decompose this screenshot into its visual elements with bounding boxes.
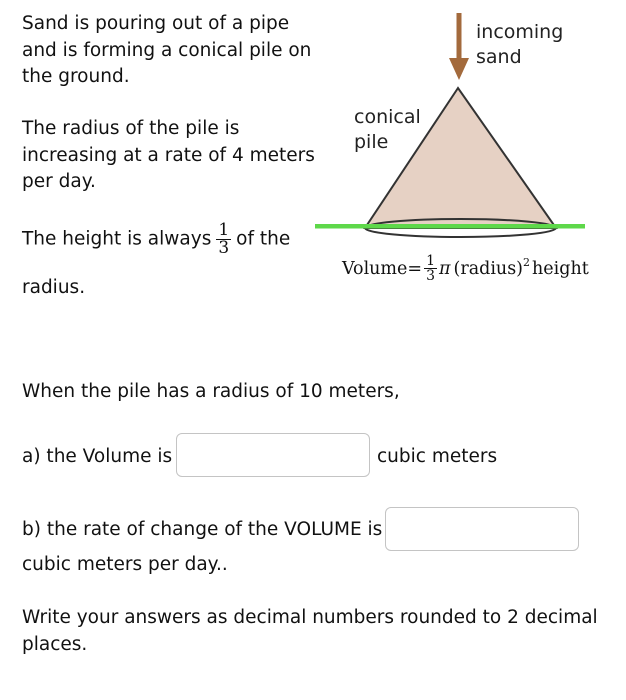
pile-label-line2: pile: [354, 131, 389, 153]
formula-prefix: Volume=: [342, 258, 423, 279]
condition-text: When the pile has a radius of 10 meters,: [22, 381, 400, 402]
intro-text: [22, 11, 311, 91]
part-b-unit: cubic meters per day..: [22, 554, 228, 575]
rate-text: [22, 116, 315, 196]
rate-line: increasing at a rate of 4 meters: [22, 144, 315, 166]
instructions-text: [22, 605, 598, 658]
height-prefix: The height is always: [22, 228, 212, 250]
height-text: [22, 222, 290, 257]
rate-line: per day.: [22, 171, 96, 192]
pipe-arrow-head: [449, 58, 469, 80]
part-a-unit: cubic meters: [377, 446, 498, 467]
ground-line: [315, 224, 585, 229]
incoming-label-line2: sand: [476, 46, 522, 68]
instructions-line: Write your answers as decimal numbers rounded to 2 decimal: [22, 607, 598, 628]
height-suffix: of the: [236, 228, 291, 250]
formula-suffix: height: [532, 258, 589, 279]
formula-base: (radius): [453, 258, 524, 279]
formula-exponent: 2: [523, 256, 531, 269]
pile-label-line1: conical: [354, 106, 421, 128]
height-last: radius.: [22, 277, 86, 298]
intro-line: and is forming a conical pile on: [22, 39, 312, 61]
intro-line: the ground.: [22, 66, 130, 87]
rate-line: The radius of the pile is: [22, 118, 240, 139]
formula-pi: π: [438, 258, 451, 279]
part-a-label: a) the Volume is: [22, 446, 173, 467]
part-b-label: b) the rate of change of the VOLUME is: [22, 519, 383, 540]
formula-fraction: $\frac{1}{3}$: [426, 253, 435, 284]
rate-answer-input[interactable]: [385, 507, 579, 551]
volume-formula: [342, 254, 589, 283]
volume-answer-input[interactable]: [176, 433, 370, 477]
incoming-label-line1: incoming: [476, 21, 564, 43]
intro-line: Sand is pouring out of a pipe: [22, 13, 290, 34]
pipe-arrow-shaft: [457, 13, 462, 63]
height-fraction: $\frac{1}{3}$: [218, 220, 230, 258]
instructions-line: places.: [22, 633, 88, 655]
